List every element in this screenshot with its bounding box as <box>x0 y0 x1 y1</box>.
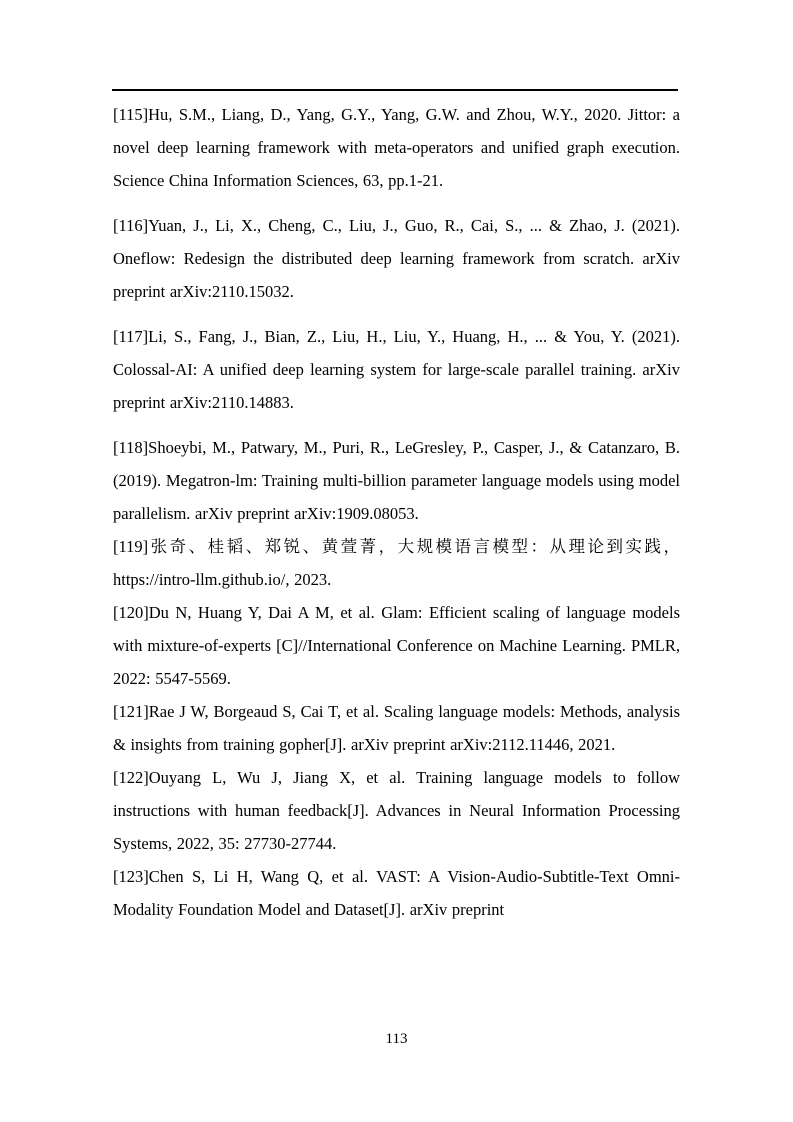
reference-item <box>113 860 680 926</box>
reference-number: [116] <box>113 216 149 235</box>
reference-number: [119] <box>113 537 149 556</box>
reference-item <box>113 320 680 419</box>
reference-number: [115] <box>113 105 149 124</box>
reference-number: [120] <box>113 603 149 622</box>
reference-text: Chen S, Li H, Wang Q, et al. VAST: A Vision-Audio-Subtitle-Text Omni-Modality Foundation Model and Dataset[J]. arXiv preprint <box>113 867 680 919</box>
reference-number: [122] <box>113 768 149 787</box>
reference-text: Li, S., Fang, J., Bian, Z., Liu, H., Liu, Y., Huang, H., ... & You, Y. (2021). Colossal-AI: A unified deep learning system for large-scale parallel training. arXiv preprint arXiv:2110.14883. <box>113 327 680 412</box>
reference-item <box>113 695 680 761</box>
reference-item <box>113 98 680 197</box>
reference-item <box>113 431 680 530</box>
reference-text: Du N, Huang Y, Dai A M, et al. Glam: Efficient scaling of language models with mixture-of-experts [C]//International Conference on Machine Learning. PMLR, 2022: 5547-5569. <box>113 603 680 688</box>
reference-item <box>113 209 680 308</box>
reference-item <box>113 761 680 860</box>
reference-number: [117] <box>113 327 149 346</box>
reference-text: Hu, S.M., Liang, D., Yang, G.Y., Yang, G.W. and Zhou, W.Y., 2020. Jittor: a novel deep learning framework with meta-operators and unified graph execution. Science China Information Sciences, 63, pp.1-21. <box>113 105 680 190</box>
header-rule <box>112 89 678 91</box>
reference-item <box>113 530 680 596</box>
references-list <box>113 98 680 926</box>
reference-number: [118] <box>113 438 149 457</box>
reference-text: Yuan, J., Li, X., Cheng, C., Liu, J., Guo, R., Cai, S., ... & Zhao, J. (2021). Oneflow: Redesign the distributed deep learning framework from scratch. arXiv preprint arXiv:2110.15032. <box>113 216 680 301</box>
page-number: 113 <box>385 1031 408 1047</box>
reference-number: [121] <box>113 702 149 721</box>
reference-text: Ouyang L, Wu J, Jiang X, et al. Training language models to follow instructions with human feedback[J]. Advances in Neural Information Processing Systems, 2022, 35: 27730-27744. <box>113 768 680 853</box>
reference-text: Shoeybi, M., Patwary, M., Puri, R., LeGresley, P., Casper, J., & Catanzaro, B. (2019). Megatron-lm: Training multi-billion parameter language models using model parallelism. arXiv preprint arXiv:1909.08053. <box>113 438 680 523</box>
reference-text: 张奇、桂韬、郑锐、黄萱菁，大规模语言模型：从理论到实践，https://intro-llm.github.io/, 2023. <box>113 537 680 589</box>
reference-text: Rae J W, Borgeaud S, Cai T, et al. Scaling language models: Methods, analysis & insights from training gopher[J]. arXiv preprint arXiv:2112.11446, 2021. <box>113 702 680 754</box>
reference-number: [123] <box>113 867 149 886</box>
reference-item <box>113 596 680 695</box>
